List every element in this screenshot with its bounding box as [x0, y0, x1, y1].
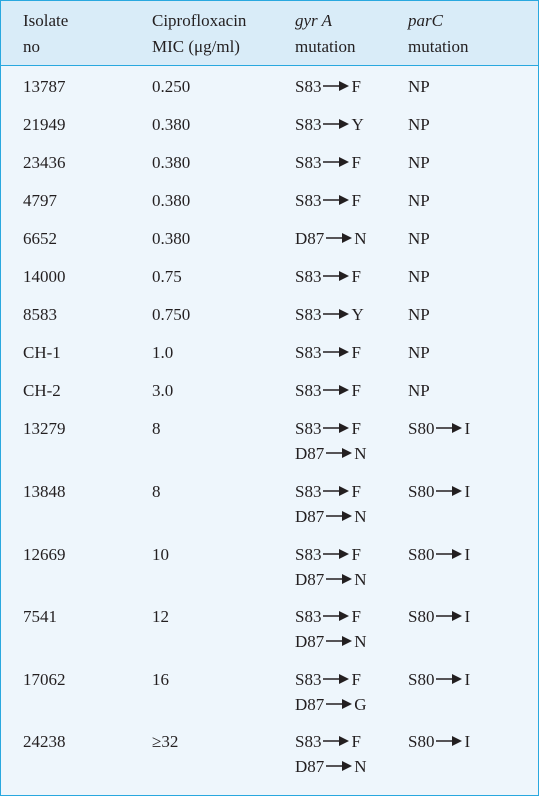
mutation-parC [408, 542, 470, 567]
mic-cell: 1.0 [152, 343, 174, 362]
gyra-cell [295, 416, 367, 466]
arrow-icon [323, 611, 349, 621]
isolate-cell: CH-1 [23, 343, 61, 362]
mutation-gyrA [295, 629, 367, 654]
arrow-icon [436, 736, 462, 746]
mutation-from: D87 [295, 507, 325, 526]
arrow-icon [323, 119, 349, 129]
mic-cell: 16 [152, 670, 169, 689]
parc-cell: NP [408, 267, 430, 286]
mutation-to: N [354, 632, 367, 651]
mutation-from: S83 [295, 607, 322, 626]
mic-cell: 0.750 [152, 305, 191, 324]
arrow-icon [323, 347, 349, 357]
mic-cell: 0.250 [152, 77, 191, 96]
mutation-gyrA [295, 226, 367, 251]
mutation-to: F [351, 77, 361, 96]
isolate-cell: 13279 [23, 419, 66, 438]
mutation-parC [408, 667, 470, 692]
arrow-icon [436, 674, 462, 684]
mutation-to: F [351, 545, 361, 564]
gyra-cell [295, 729, 367, 779]
gyra-cell [295, 542, 367, 592]
isolate-cell: 21949 [23, 115, 66, 134]
mutation-to: I [464, 607, 471, 626]
isolate-cell: 7541 [23, 607, 57, 626]
mutation-gyrA [295, 567, 367, 592]
isolate-cell: 12669 [23, 545, 66, 564]
parc-cell [408, 729, 470, 754]
mutation-to: I [464, 419, 471, 438]
mutation-from: S80 [408, 419, 435, 438]
isolate-cell: 13848 [23, 482, 66, 501]
mutation-gyrA [295, 692, 367, 717]
header-parc-line2: mutation [408, 37, 469, 56]
arrow-icon [436, 486, 462, 496]
isolate-cell: CH-2 [23, 381, 61, 400]
mutation-from: S83 [295, 115, 322, 134]
isolate-cell: 23436 [23, 153, 66, 172]
gyra-cell [295, 226, 367, 251]
mutation-from: S83 [295, 267, 322, 286]
parc-cell: NP [408, 305, 430, 324]
header-gyra-line2: mutation [295, 37, 356, 56]
mic-cell: 0.380 [152, 191, 191, 210]
mutation-gyrA [295, 479, 361, 504]
mutation-gyrA [295, 504, 367, 529]
mutation-gyrA [295, 378, 361, 403]
arrow-icon [323, 195, 349, 205]
arrow-icon [436, 611, 462, 621]
arrow-icon [323, 385, 349, 395]
mutation-gyrA [295, 441, 367, 466]
mic-cell: 0.75 [152, 267, 182, 286]
mutation-gyrA [295, 150, 361, 175]
mutation-from: S83 [295, 153, 322, 172]
mutation-gyrA [295, 340, 361, 365]
mutation-from: D87 [295, 757, 325, 776]
isolate-cell: 8583 [23, 305, 57, 324]
mutation-to: F [351, 153, 361, 172]
mutation-to: F [351, 607, 361, 626]
mutation-from: D87 [295, 570, 325, 589]
mic-cell: 0.380 [152, 229, 191, 248]
mutation-to: N [354, 507, 367, 526]
mutation-from: S80 [408, 482, 435, 501]
mutation-to: G [354, 695, 367, 714]
mutation-gyrA [295, 416, 361, 441]
mutation-from: S80 [408, 545, 435, 564]
arrow-icon [323, 549, 349, 559]
mutation-to: N [354, 229, 367, 248]
parc-cell: NP [408, 191, 430, 210]
header-isolate-line2: no [23, 37, 40, 56]
arrow-icon [326, 448, 352, 458]
gyra-cell [295, 340, 361, 365]
parc-cell [408, 416, 470, 441]
mutation-gyrA [295, 302, 364, 327]
mutation-gyrA [295, 188, 361, 213]
mutation-to: F [351, 670, 361, 689]
gyra-cell [295, 188, 361, 213]
mutation-parC [408, 604, 470, 629]
gyra-cell [295, 378, 361, 403]
header-mic-line1: Ciprofloxacin [152, 11, 247, 30]
mutation-to: F [351, 343, 361, 362]
mutation-from: S80 [408, 732, 435, 751]
arrow-icon [323, 81, 349, 91]
header-parc-line1: parC [408, 11, 443, 30]
mutation-to: F [351, 267, 361, 286]
header-isolate-line1: Isolate [23, 11, 69, 30]
arrow-icon [326, 233, 352, 243]
arrow-icon [323, 309, 349, 319]
arrow-icon [323, 736, 349, 746]
parc-cell [408, 479, 470, 504]
parc-cell: NP [408, 77, 430, 96]
parc-cell: NP [408, 343, 430, 362]
mutation-to: F [351, 419, 361, 438]
parc-cell: NP [408, 381, 430, 400]
mutation-to: F [351, 732, 361, 751]
isolate-cell: 14000 [23, 267, 66, 286]
mutation-from: S83 [295, 545, 322, 564]
mutation-from: S83 [295, 482, 322, 501]
parc-cell [408, 667, 470, 692]
mic-cell: 8 [152, 482, 161, 501]
mic-cell: 3.0 [152, 381, 174, 400]
parc-cell: NP [408, 153, 430, 172]
isolate-cell: 4797 [23, 191, 57, 210]
mutation-gyrA [295, 754, 367, 779]
mutation-gyrA [295, 604, 361, 629]
mutation-from: S83 [295, 419, 322, 438]
arrow-icon [323, 423, 349, 433]
mutation-from: D87 [295, 444, 325, 463]
mutation-to: I [464, 732, 471, 751]
mutation-from: D87 [295, 632, 325, 651]
gyra-cell [295, 667, 367, 717]
mutation-gyrA [295, 542, 361, 567]
header-divider [1, 65, 538, 66]
mutation-to: I [464, 670, 471, 689]
mutation-to: N [354, 757, 367, 776]
mic-cell: 0.380 [152, 115, 191, 134]
mutation-parC [408, 479, 470, 504]
mutation-to: I [464, 545, 471, 564]
mutation-gyrA [295, 729, 361, 754]
gyra-cell [295, 302, 364, 327]
mic-cell: 10 [152, 545, 169, 564]
header-gyra-line1: gyr A [295, 11, 332, 30]
isolate-cell: 17062 [23, 670, 66, 689]
arrow-icon [326, 761, 352, 771]
mic-cell: 0.380 [152, 153, 191, 172]
arrow-icon [323, 486, 349, 496]
mutation-from: S83 [295, 77, 322, 96]
arrow-icon [326, 511, 352, 521]
mutation-from: S83 [295, 305, 322, 324]
mutation-gyrA [295, 667, 361, 692]
isolate-cell: 6652 [23, 229, 57, 248]
parc-cell [408, 604, 470, 629]
gyra-cell [295, 264, 361, 289]
mutation-from: S83 [295, 670, 322, 689]
header-mic-line2: MIC (μg/ml) [152, 37, 240, 56]
mutation-from: D87 [295, 229, 325, 248]
arrow-icon [436, 423, 462, 433]
mutation-gyrA [295, 264, 361, 289]
mutation-to: N [354, 570, 367, 589]
mutation-to: F [351, 482, 361, 501]
mic-cell: 12 [152, 607, 169, 626]
mutation-from: S80 [408, 607, 435, 626]
mutation-to: Y [351, 305, 364, 324]
arrow-icon [436, 549, 462, 559]
mutation-to: F [351, 381, 361, 400]
mutation-from: S83 [295, 343, 322, 362]
table-header [1, 1, 538, 65]
mutation-to: N [354, 444, 367, 463]
arrow-icon [323, 674, 349, 684]
arrow-icon [323, 271, 349, 281]
gyra-cell [295, 74, 361, 99]
arrow-icon [326, 699, 352, 709]
mutation-to: F [351, 191, 361, 210]
mutation-from: S83 [295, 732, 322, 751]
arrow-icon [326, 574, 352, 584]
parc-cell: NP [408, 115, 430, 134]
gyra-cell [295, 479, 367, 529]
mutation-parC [408, 729, 470, 754]
mutation-from: D87 [295, 695, 325, 714]
mutation-from: S83 [295, 191, 322, 210]
mutation-to: Y [351, 115, 364, 134]
mutation-gyrA [295, 112, 364, 137]
arrow-icon [323, 157, 349, 167]
arrow-icon [326, 636, 352, 646]
isolate-cell: 13787 [23, 77, 66, 96]
gyra-cell [295, 604, 367, 654]
mutation-to: I [464, 482, 471, 501]
parc-cell [408, 542, 470, 567]
gyra-cell [295, 112, 364, 137]
mic-cell: 8 [152, 419, 161, 438]
parc-cell: NP [408, 229, 430, 248]
mutation-gyrA [295, 74, 361, 99]
mutation-from: S80 [408, 670, 435, 689]
isolate-cell: 24238 [23, 732, 66, 751]
mic-cell: ≥32 [152, 732, 179, 751]
mutation-parC [408, 416, 470, 441]
gyra-cell [295, 150, 361, 175]
mutation-from: S83 [295, 381, 322, 400]
